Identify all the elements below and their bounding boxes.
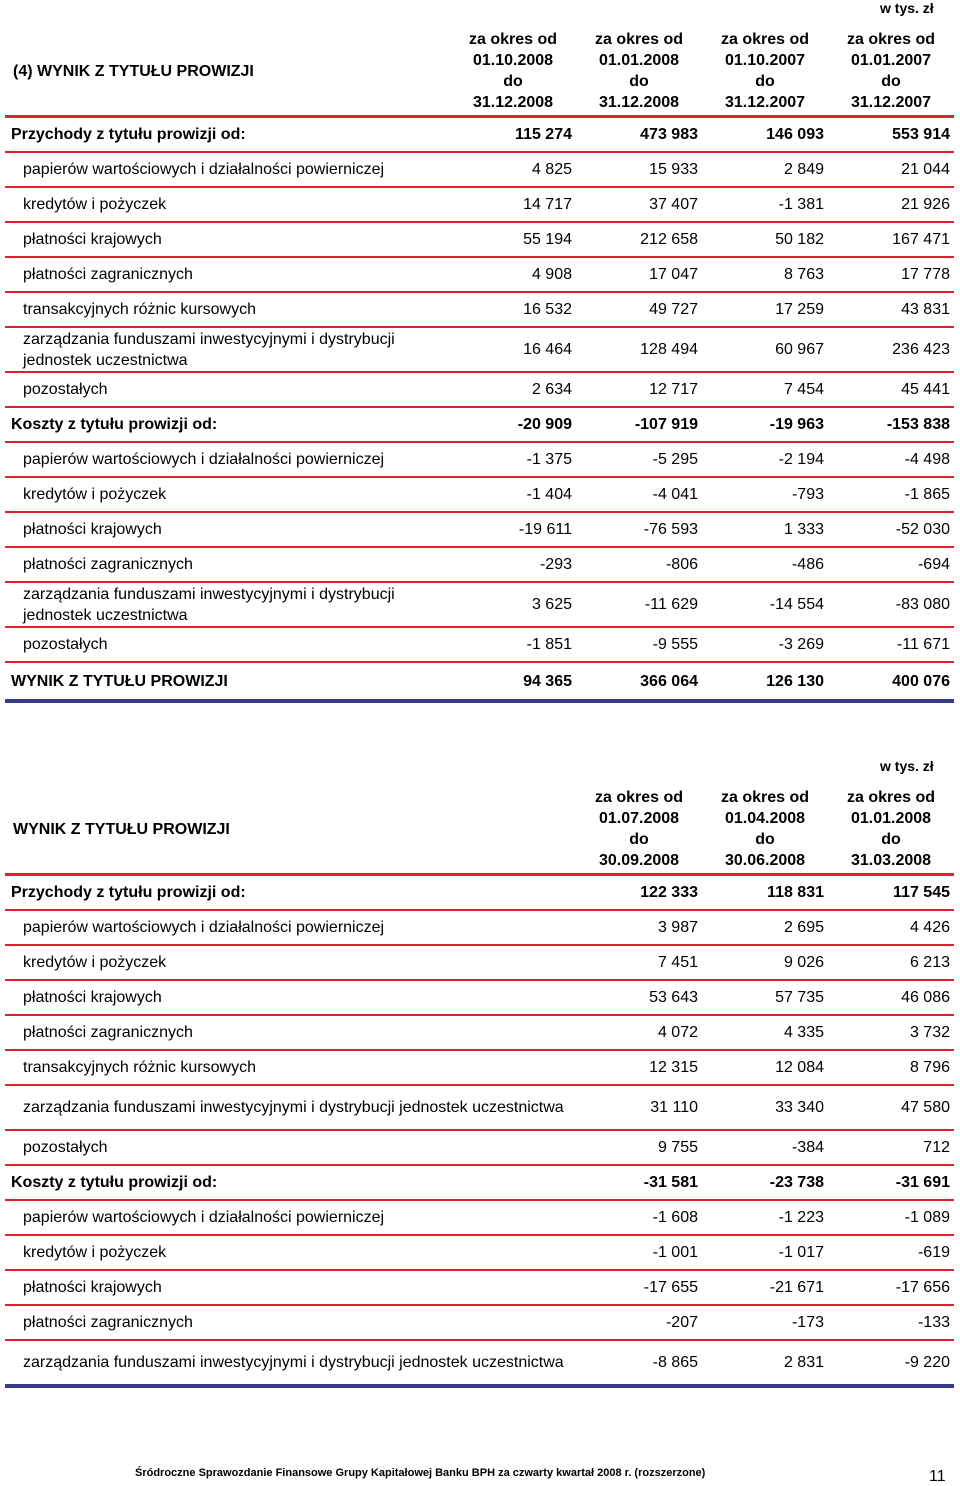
period-header-line: do xyxy=(503,73,523,90)
value-cell: -153 838 xyxy=(828,407,954,442)
table-row xyxy=(5,627,954,662)
table-row xyxy=(5,1305,954,1340)
row-label: pozostałych xyxy=(5,627,450,662)
value-cell: -1 608 xyxy=(576,1200,702,1235)
unit-label: w tys. zł xyxy=(880,758,934,774)
row-label: zarządzania funduszami inwestycyjnymi i dystrybucji jednostek uczestnictwa xyxy=(5,1340,576,1386)
table-row xyxy=(5,1235,954,1270)
row-label: Przychody z tytułu prowizji od: xyxy=(5,875,576,911)
value-cell: -173 xyxy=(702,1305,828,1340)
value-cell: 43 831 xyxy=(828,292,954,327)
period-header-line: do xyxy=(881,831,901,848)
period-header-line: 01.10.2007 xyxy=(724,52,806,69)
row-label: WYNIK Z TYTUŁU PROWIZJI xyxy=(5,662,450,701)
value-cell: 9 755 xyxy=(576,1130,702,1165)
table-row xyxy=(5,662,954,701)
value-cell: -8 865 xyxy=(576,1340,702,1386)
value-cell: 7 454 xyxy=(702,372,828,407)
table-title: (4) WYNIK Z TYTUŁU PROWIZJI xyxy=(5,27,450,117)
value-cell: -133 xyxy=(828,1305,954,1340)
value-cell: 4 825 xyxy=(450,152,576,187)
value-cell: -3 269 xyxy=(702,627,828,662)
value-cell: 3 732 xyxy=(828,1015,954,1050)
period-header-line: 31.12.2007 xyxy=(850,94,932,111)
period-header-line: 31.03.2008 xyxy=(850,852,932,869)
value-cell: -806 xyxy=(576,547,702,582)
commission-income-table-quarterly xyxy=(5,785,954,1388)
value-cell: -52 030 xyxy=(828,512,954,547)
row-label: papierów wartościowych i działalności powierniczej xyxy=(5,910,576,945)
period-header-line: za okres od xyxy=(720,31,810,48)
value-cell: -31 691 xyxy=(828,1165,954,1200)
value-cell: -14 554 xyxy=(702,582,828,627)
row-label: pozostałych xyxy=(5,1130,576,1165)
value-cell: -11 671 xyxy=(828,627,954,662)
value-cell: -619 xyxy=(828,1235,954,1270)
value-cell: -1 381 xyxy=(702,187,828,222)
value-cell: 712 xyxy=(828,1130,954,1165)
row-label: Przychody z tytułu prowizji od: xyxy=(5,117,450,153)
period-header xyxy=(450,27,576,117)
value-cell: 17 778 xyxy=(828,257,954,292)
table-row xyxy=(5,222,954,257)
period-header xyxy=(576,27,702,117)
period-header-line: do xyxy=(629,73,649,90)
value-cell: -83 080 xyxy=(828,582,954,627)
period-header xyxy=(828,785,954,875)
value-cell: 12 084 xyxy=(702,1050,828,1085)
table-row xyxy=(5,477,954,512)
value-cell: -23 738 xyxy=(702,1165,828,1200)
value-cell: -9 555 xyxy=(576,627,702,662)
value-cell: 473 983 xyxy=(576,117,702,153)
period-header-line: 01.01.2007 xyxy=(850,52,932,69)
table-row xyxy=(5,1130,954,1165)
value-cell: 3 987 xyxy=(576,910,702,945)
period-header-line: 01.04.2008 xyxy=(724,810,806,827)
value-cell: 47 580 xyxy=(828,1085,954,1130)
period-header-line: za okres od xyxy=(594,789,684,806)
table-row xyxy=(5,582,954,627)
value-cell: 7 451 xyxy=(576,945,702,980)
row-label: kredytów i pożyczek xyxy=(5,945,576,980)
period-header-line: 01.10.2008 xyxy=(472,52,554,69)
value-cell: -20 909 xyxy=(450,407,576,442)
value-cell: -1 089 xyxy=(828,1200,954,1235)
value-cell: 53 643 xyxy=(576,980,702,1015)
period-header-line: za okres od xyxy=(468,31,558,48)
value-cell: -4 041 xyxy=(576,477,702,512)
row-label: Koszty z tytułu prowizji od: xyxy=(5,1165,576,1200)
value-cell: -19 963 xyxy=(702,407,828,442)
value-cell: 212 658 xyxy=(576,222,702,257)
table-row xyxy=(5,945,954,980)
row-label: płatności krajowych xyxy=(5,1270,576,1305)
value-cell: 31 110 xyxy=(576,1085,702,1130)
page-footer: Śródroczne Sprawozdanie Finansowe Grupy Kapitałowej Banku BPH za czwarty kwartał 2008 r. (rozszerzone) xyxy=(135,1467,706,1479)
value-cell: 122 333 xyxy=(576,875,702,911)
row-label: płatności krajowych xyxy=(5,512,450,547)
value-cell: 2 849 xyxy=(702,152,828,187)
period-header xyxy=(702,785,828,875)
row-label: płatności zagranicznych xyxy=(5,547,450,582)
table-row xyxy=(5,512,954,547)
value-cell: 8 763 xyxy=(702,257,828,292)
row-label: papierów wartościowych i działalności powierniczej xyxy=(5,442,450,477)
value-cell: -486 xyxy=(702,547,828,582)
table-row xyxy=(5,327,954,372)
row-label: płatności krajowych xyxy=(5,222,450,257)
row-label: Koszty z tytułu prowizji od: xyxy=(5,407,450,442)
value-cell: -9 220 xyxy=(828,1340,954,1386)
value-cell: 50 182 xyxy=(702,222,828,257)
value-cell: -76 593 xyxy=(576,512,702,547)
value-cell: -107 919 xyxy=(576,407,702,442)
value-cell: 16 532 xyxy=(450,292,576,327)
value-cell: -207 xyxy=(576,1305,702,1340)
row-label: zarządzania funduszami inwestycyjnymi i dystrybucji jednostek uczestnictwa xyxy=(5,1085,576,1130)
row-label: płatności zagranicznych xyxy=(5,1305,576,1340)
value-cell: -2 194 xyxy=(702,442,828,477)
value-cell: 2 695 xyxy=(702,910,828,945)
table-row xyxy=(5,1165,954,1200)
value-cell: 45 441 xyxy=(828,372,954,407)
table-row xyxy=(5,1270,954,1305)
value-cell: -793 xyxy=(702,477,828,512)
value-cell: 126 130 xyxy=(702,662,828,701)
period-header-line: 31.12.2008 xyxy=(598,94,680,111)
table-row xyxy=(5,980,954,1015)
table-row xyxy=(5,547,954,582)
value-cell: 17 047 xyxy=(576,257,702,292)
table-header-row xyxy=(5,785,954,875)
period-header-line: za okres od xyxy=(846,31,936,48)
value-cell: 12 315 xyxy=(576,1050,702,1085)
table-row xyxy=(5,442,954,477)
row-label: papierów wartościowych i działalności powierniczej xyxy=(5,152,450,187)
table-title: WYNIK Z TYTUŁU PROWIZJI xyxy=(5,785,576,875)
row-label: zarządzania funduszami inwestycyjnymi i dystrybucji jednostek uczestnictwa xyxy=(5,582,450,627)
value-cell: 21 926 xyxy=(828,187,954,222)
value-cell: 4 072 xyxy=(576,1015,702,1050)
period-header-line: 31.12.2007 xyxy=(724,94,806,111)
value-cell: 128 494 xyxy=(576,327,702,372)
value-cell: -293 xyxy=(450,547,576,582)
value-cell: 236 423 xyxy=(828,327,954,372)
row-label: płatności krajowych xyxy=(5,980,576,1015)
period-header-line: do xyxy=(755,73,775,90)
table-row xyxy=(5,1050,954,1085)
value-cell: 146 093 xyxy=(702,117,828,153)
value-cell: 553 914 xyxy=(828,117,954,153)
value-cell: 366 064 xyxy=(576,662,702,701)
value-cell: -1 865 xyxy=(828,477,954,512)
row-label: papierów wartościowych i działalności powierniczej xyxy=(5,1200,576,1235)
value-cell: 2 831 xyxy=(702,1340,828,1386)
period-header-line: 30.06.2008 xyxy=(724,852,806,869)
table-row xyxy=(5,117,954,153)
value-cell: 1 333 xyxy=(702,512,828,547)
commission-income-table-annual xyxy=(5,27,954,703)
value-cell: -384 xyxy=(702,1130,828,1165)
period-header-line: 01.01.2008 xyxy=(850,810,932,827)
value-cell: 167 471 xyxy=(828,222,954,257)
table-row xyxy=(5,372,954,407)
table-row xyxy=(5,1200,954,1235)
value-cell: -31 581 xyxy=(576,1165,702,1200)
value-cell: -4 498 xyxy=(828,442,954,477)
value-cell: 6 213 xyxy=(828,945,954,980)
value-cell: -5 295 xyxy=(576,442,702,477)
value-cell: -19 611 xyxy=(450,512,576,547)
value-cell: 115 274 xyxy=(450,117,576,153)
period-header xyxy=(702,27,828,117)
value-cell: -1 404 xyxy=(450,477,576,512)
period-header xyxy=(576,785,702,875)
row-label: pozostałych xyxy=(5,372,450,407)
row-label: kredytów i pożyczek xyxy=(5,187,450,222)
value-cell: 4 426 xyxy=(828,910,954,945)
period-header xyxy=(828,27,954,117)
unit-label: w tys. zł xyxy=(880,0,934,16)
row-label: zarządzania funduszami inwestycyjnymi i dystrybucji jednostek uczestnictwa xyxy=(5,327,450,372)
value-cell: 94 365 xyxy=(450,662,576,701)
value-cell: 8 796 xyxy=(828,1050,954,1085)
value-cell: -1 017 xyxy=(702,1235,828,1270)
period-header-line: za okres od xyxy=(846,789,936,806)
value-cell: 15 933 xyxy=(576,152,702,187)
value-cell: -17 656 xyxy=(828,1270,954,1305)
value-cell: 14 717 xyxy=(450,187,576,222)
value-cell: -694 xyxy=(828,547,954,582)
period-header-line: do xyxy=(755,831,775,848)
value-cell: 57 735 xyxy=(702,980,828,1015)
value-cell: 49 727 xyxy=(576,292,702,327)
row-label: kredytów i pożyczek xyxy=(5,1235,576,1270)
period-header-line: 01.07.2008 xyxy=(598,810,680,827)
table-row xyxy=(5,910,954,945)
row-label: płatności zagranicznych xyxy=(5,1015,576,1050)
value-cell: -21 671 xyxy=(702,1270,828,1305)
value-cell: 9 026 xyxy=(702,945,828,980)
period-header-line: do xyxy=(629,831,649,848)
table-row xyxy=(5,875,954,911)
value-cell: -1 375 xyxy=(450,442,576,477)
value-cell: -11 629 xyxy=(576,582,702,627)
value-cell: 33 340 xyxy=(702,1085,828,1130)
period-header-line: do xyxy=(881,73,901,90)
table-row xyxy=(5,187,954,222)
table-row xyxy=(5,1085,954,1130)
value-cell: 55 194 xyxy=(450,222,576,257)
period-header-line: za okres od xyxy=(594,31,684,48)
row-label: płatności zagranicznych xyxy=(5,257,450,292)
value-cell: 17 259 xyxy=(702,292,828,327)
value-cell: -1 851 xyxy=(450,627,576,662)
table-row xyxy=(5,292,954,327)
value-cell: -1 001 xyxy=(576,1235,702,1270)
value-cell: 37 407 xyxy=(576,187,702,222)
row-label: transakcyjnych różnic kursowych xyxy=(5,1050,576,1085)
value-cell: 16 464 xyxy=(450,327,576,372)
table-row xyxy=(5,152,954,187)
period-header-line: 30.09.2008 xyxy=(598,852,680,869)
value-cell: 118 831 xyxy=(702,875,828,911)
table-row xyxy=(5,1015,954,1050)
value-cell: 4 335 xyxy=(702,1015,828,1050)
value-cell: -1 223 xyxy=(702,1200,828,1235)
value-cell: 3 625 xyxy=(450,582,576,627)
table-row xyxy=(5,407,954,442)
value-cell: 21 044 xyxy=(828,152,954,187)
value-cell: 400 076 xyxy=(828,662,954,701)
value-cell: 117 545 xyxy=(828,875,954,911)
table-row xyxy=(5,257,954,292)
period-header-line: 31.12.2008 xyxy=(472,94,554,111)
period-header-line: za okres od xyxy=(720,789,810,806)
value-cell: -17 655 xyxy=(576,1270,702,1305)
value-cell: 60 967 xyxy=(702,327,828,372)
table-row xyxy=(5,1340,954,1386)
row-label: kredytów i pożyczek xyxy=(5,477,450,512)
value-cell: 2 634 xyxy=(450,372,576,407)
value-cell: 4 908 xyxy=(450,257,576,292)
value-cell: 46 086 xyxy=(828,980,954,1015)
table-header-row xyxy=(5,27,954,117)
row-label: transakcyjnych różnic kursowych xyxy=(5,292,450,327)
page-number: 11 xyxy=(929,1468,946,1485)
period-header-line: 01.01.2008 xyxy=(598,52,680,69)
value-cell: 12 717 xyxy=(576,372,702,407)
